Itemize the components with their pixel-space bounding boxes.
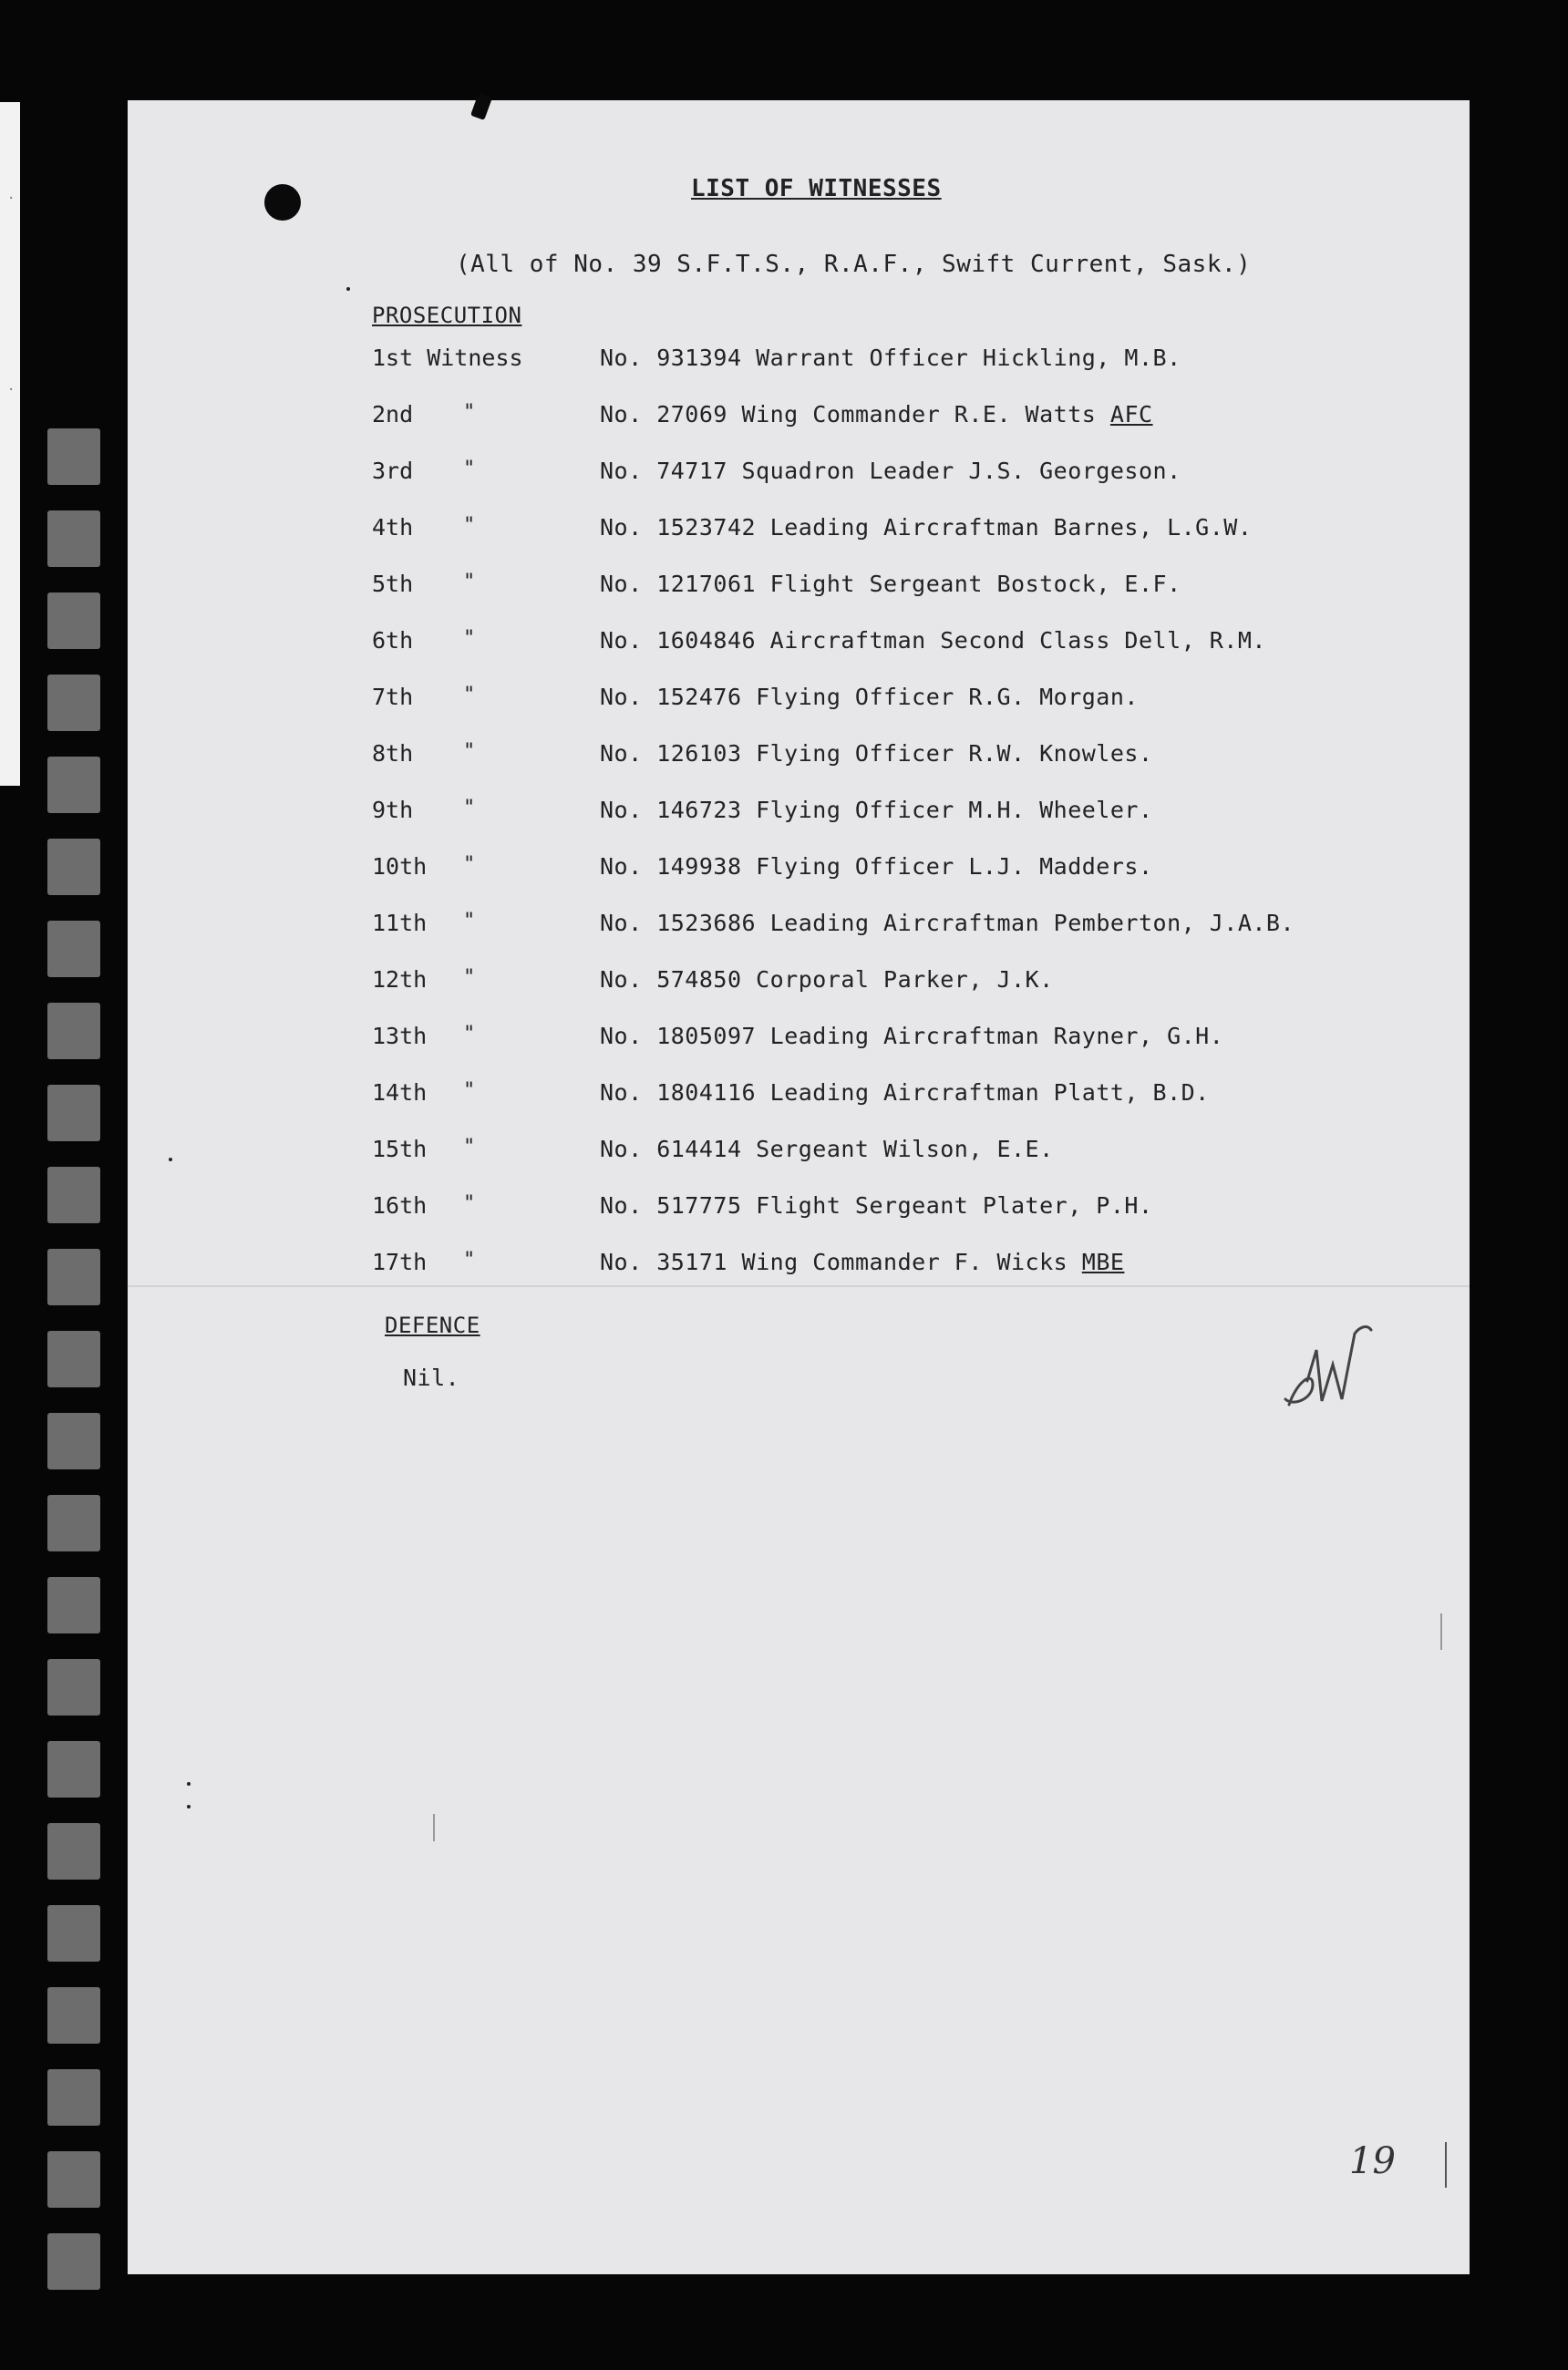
service-number: No. 152476 (600, 684, 742, 710)
rank-and-name: Leading Aircraftman Pemberton, J.A.B. (769, 910, 1295, 936)
film-strip-border (0, 0, 128, 2370)
page-number: 19 (1349, 2140, 1396, 2182)
witness-entry (600, 910, 1295, 936)
rank-and-name: Wing Commander F. Wicks (741, 1249, 1068, 1275)
service-number: No. 517775 (600, 1192, 742, 1219)
rank-and-name: Leading Aircraftman Barnes, L.G.W. (769, 514, 1253, 541)
film-sprocket-hole (47, 2233, 100, 2290)
film-sprocket-hole (47, 1823, 100, 1880)
film-sprocket-hole (47, 757, 100, 813)
page-title: LIST OF WITNESSES (691, 175, 942, 202)
witness-ordinal: 4th (372, 514, 414, 541)
witness-row (372, 514, 1375, 551)
witness-row (372, 910, 1375, 946)
witness-row (372, 966, 1375, 1003)
rank-and-name: Leading Aircraftman Rayner, G.H. (769, 1023, 1224, 1049)
witness-ordinal: 1st Witness (372, 345, 523, 371)
service-number: No. 1523742 (600, 514, 757, 541)
film-sprocket-hole (47, 675, 100, 731)
service-number: No. 1523686 (600, 910, 757, 936)
punch-hole (264, 184, 301, 221)
witness-row (372, 1249, 1375, 1285)
service-number: No. 1217061 (600, 571, 757, 597)
witness-row (372, 740, 1375, 777)
witness-entry (600, 1192, 1153, 1219)
smudge (346, 287, 350, 291)
witness-row (372, 1136, 1375, 1172)
witness-row (372, 1192, 1375, 1229)
film-sprocket-hole (47, 2069, 100, 2126)
witness-entry (600, 401, 1153, 428)
witness-ordinal: 2nd (372, 401, 414, 428)
service-number: No. 1604846 (600, 627, 757, 654)
witness-entry (600, 514, 1252, 541)
witness-entry (600, 966, 1054, 993)
witness-entry (600, 853, 1153, 880)
ditto-mark: " (463, 627, 476, 650)
film-sprocket-hole (47, 1495, 100, 1551)
service-number: No. 149938 (600, 853, 742, 880)
smudge (187, 1805, 191, 1808)
service-number: No. 574850 (600, 966, 742, 993)
smudge (187, 1782, 191, 1786)
ink-mark (470, 93, 492, 120)
service-number: No. 35171 (600, 1249, 727, 1275)
witness-ordinal: 7th (372, 684, 414, 710)
ditto-mark: " (463, 740, 476, 763)
witness-row (372, 1023, 1375, 1059)
witness-entry (600, 684, 1139, 710)
film-sprocket-hole (47, 510, 100, 567)
ditto-mark: " (463, 1023, 476, 1046)
witness-ordinal: 8th (372, 740, 414, 767)
witness-ordinal: 6th (372, 627, 414, 654)
prosecution-heading: PROSECUTION (372, 303, 522, 328)
rank-and-name: Flying Officer R.W. Knowles. (756, 740, 1153, 767)
service-number: No. 74717 (600, 458, 727, 484)
witness-row (372, 571, 1375, 607)
film-sprocket-hole (47, 1741, 100, 1798)
film-sprocket-hole (47, 1331, 100, 1387)
witness-ordinal: 9th (372, 797, 414, 823)
service-number: No. 27069 (600, 401, 727, 428)
service-number: No. 1804116 (600, 1079, 757, 1106)
film-sprocket-hole (47, 1987, 100, 2044)
witness-row (372, 684, 1375, 720)
witness-entry (600, 1023, 1223, 1049)
rank-and-name: Aircraftman Second Class Dell, R.M. (769, 627, 1266, 654)
award-abbreviation: AFC (1109, 401, 1153, 428)
film-sprocket-hole (47, 428, 100, 485)
rank-and-name: Squadron Leader J.S. Georgeson. (741, 458, 1181, 484)
service-number: No. 1805097 (600, 1023, 757, 1049)
ditto-mark: " (463, 966, 476, 989)
witness-ordinal: 13th (372, 1023, 428, 1049)
film-sprocket-hole (47, 1413, 100, 1469)
award-abbreviation: MBE (1081, 1249, 1125, 1275)
film-sprocket-hole (47, 1085, 100, 1141)
ditto-mark: " (463, 514, 476, 537)
ditto-mark: " (463, 1249, 476, 1272)
margin-mark (1445, 2142, 1447, 2188)
witness-ordinal: 5th (372, 571, 414, 597)
rank-and-name: Flight Sergeant Plater, P.H. (756, 1192, 1153, 1219)
rank-and-name: Corporal Parker, J.K. (756, 966, 1054, 993)
defence-text: Nil. (403, 1365, 460, 1391)
film-sprocket-hole (47, 2151, 100, 2208)
ditto-mark: " (463, 910, 476, 933)
ditto-mark: " (463, 571, 476, 593)
ditto-mark: " (463, 1192, 476, 1215)
witness-ordinal: 14th (372, 1079, 428, 1106)
witness-entry (600, 1136, 1054, 1162)
witness-ordinal: 17th (372, 1249, 428, 1275)
handwritten-initials-signature (1276, 1317, 1395, 1417)
witness-entry (600, 740, 1153, 767)
witness-row (372, 797, 1375, 833)
scratch (1440, 1613, 1442, 1650)
ditto-mark: " (463, 684, 476, 706)
ditto-mark: " (463, 401, 476, 424)
witness-ordinal: 3rd (372, 458, 414, 484)
service-number: No. 931394 (600, 345, 742, 371)
ditto-mark: " (463, 458, 476, 480)
rank-and-name: Leading Aircraftman Platt, B.D. (769, 1079, 1210, 1106)
witness-ordinal: 12th (372, 966, 428, 993)
service-number: No. 126103 (600, 740, 742, 767)
stray-mark: · (7, 191, 15, 206)
witness-entry (600, 1249, 1124, 1275)
rank-and-name: Flying Officer M.H. Wheeler. (756, 797, 1153, 823)
witness-entry (600, 797, 1153, 823)
witness-entry (600, 627, 1266, 654)
witness-ordinal: 15th (372, 1136, 428, 1162)
film-sprocket-hole (47, 1167, 100, 1223)
ditto-mark: " (463, 797, 476, 819)
witness-row (372, 1079, 1375, 1116)
stray-mark: · (7, 383, 15, 397)
rank-and-name: Flight Sergeant Bostock, E.F. (769, 571, 1181, 597)
witness-row (372, 627, 1375, 664)
rank-and-name: Warrant Officer Hickling, M.B. (756, 345, 1181, 371)
rank-and-name: Flying Officer R.G. Morgan. (756, 684, 1139, 710)
witness-row (372, 458, 1375, 494)
film-sprocket-hole (47, 1905, 100, 1962)
witness-entry (600, 571, 1181, 597)
witness-entry (600, 1079, 1210, 1106)
film-sprocket-hole (47, 921, 100, 977)
ditto-mark: " (463, 1079, 476, 1102)
film-sprocket-hole (47, 1577, 100, 1633)
film-sprocket-hole (47, 592, 100, 649)
defence-heading: DEFENCE (385, 1313, 480, 1338)
film-sprocket-hole (47, 1003, 100, 1059)
witness-row (372, 853, 1375, 890)
rank-and-name: Wing Commander R.E. Watts (741, 401, 1097, 428)
witness-entry (600, 458, 1181, 484)
page-subtitle: (All of No. 39 S.F.T.S., R.A.F., Swift Current, Sask.) (456, 251, 1252, 278)
witness-row (372, 401, 1375, 438)
witness-ordinal: 11th (372, 910, 428, 936)
witness-row (372, 345, 1375, 381)
film-sprocket-hole (47, 839, 100, 895)
witness-ordinal: 10th (372, 853, 428, 880)
rank-and-name: Sergeant Wilson, E.E. (756, 1136, 1054, 1162)
scratch (433, 1814, 435, 1841)
rank-and-name: Flying Officer L.J. Madders. (756, 853, 1153, 880)
service-number: No. 146723 (600, 797, 742, 823)
smudge (169, 1158, 172, 1161)
document-page (128, 100, 1470, 2274)
fold-line (128, 1285, 1470, 1287)
witness-ordinal: 16th (372, 1192, 428, 1219)
witness-entry (600, 345, 1181, 371)
film-sprocket-hole (47, 1249, 100, 1305)
film-sprocket-hole (47, 1659, 100, 1716)
service-number: No. 614414 (600, 1136, 742, 1162)
ditto-mark: " (463, 1136, 476, 1159)
ditto-mark: " (463, 853, 476, 876)
